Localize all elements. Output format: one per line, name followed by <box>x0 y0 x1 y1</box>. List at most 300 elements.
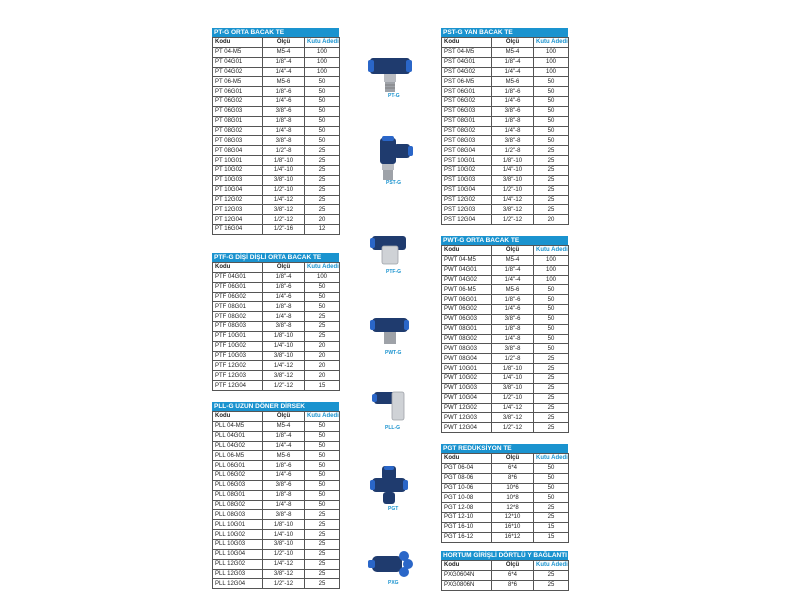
cell-qty: 50 <box>534 285 569 295</box>
column-header-qty: Kutu Adedi <box>534 561 569 571</box>
cell-qty: 50 <box>534 483 569 493</box>
table-pxg <box>441 551 568 591</box>
table-row <box>442 364 569 374</box>
cell-code: PWT 06-M5 <box>442 285 492 295</box>
column-header-size: Ölçü <box>263 38 305 48</box>
cell-size: 12*8 <box>492 503 534 513</box>
cell-size: 3/8"-10 <box>492 383 534 393</box>
cell-code: PT 08G02 <box>213 126 263 136</box>
table-row <box>213 47 340 57</box>
cell-qty: 100 <box>305 57 340 67</box>
cell-size: 12*10 <box>492 513 534 523</box>
table-row <box>442 513 569 523</box>
cell-qty: 50 <box>534 334 569 344</box>
cell-qty: 50 <box>534 116 569 126</box>
cell-size: 1/4"-12 <box>263 195 305 205</box>
table-row <box>213 312 340 322</box>
cell-size: 1/2"-12 <box>492 423 534 433</box>
cell-code: PST 06-M5 <box>442 77 492 87</box>
cell-qty: 25 <box>305 559 340 569</box>
cell-qty: 50 <box>305 126 340 136</box>
table-row <box>213 490 340 500</box>
table-row <box>213 441 340 451</box>
cell-code: PWT 08G01 <box>442 324 492 334</box>
pgt-fitting-image <box>368 466 418 516</box>
cell-code: PST 08G03 <box>442 136 492 146</box>
cell-qty: 25 <box>305 205 340 215</box>
cell-code: PGT 10-06 <box>442 483 492 493</box>
cell-code: PST 10G01 <box>442 156 492 166</box>
column-header-qty: Kutu Adedi <box>305 38 340 48</box>
cell-qty: 25 <box>305 156 340 166</box>
table-title-code: PGT <box>443 445 457 452</box>
table-row <box>442 532 569 542</box>
cell-code: PWT 08G02 <box>442 334 492 344</box>
cell-size: M5-4 <box>263 47 305 57</box>
table-row <box>213 272 340 282</box>
cell-qty: 15 <box>305 381 340 391</box>
cell-qty: 100 <box>305 67 340 77</box>
cell-code: PT 08G03 <box>213 136 263 146</box>
cell-code: PGT 12-10 <box>442 513 492 523</box>
cell-qty: 25 <box>534 146 569 156</box>
table-row <box>442 324 569 334</box>
cell-qty: 50 <box>305 471 340 481</box>
cell-qty: 50 <box>534 463 569 473</box>
cell-size: 1/2"-8 <box>492 146 534 156</box>
cell-qty: 25 <box>534 175 569 185</box>
cell-size: 1/2"-8 <box>263 146 305 156</box>
cell-code: PWT 12G04 <box>442 423 492 433</box>
cell-code: PWT 10G03 <box>442 383 492 393</box>
cell-code: PLL 08G03 <box>213 510 263 520</box>
cell-size: 1/8"-10 <box>263 331 305 341</box>
table-pt-g <box>212 28 339 235</box>
cell-code: PT 06G03 <box>213 106 263 116</box>
cell-code: PWT 06G01 <box>442 295 492 305</box>
cell-qty: 25 <box>534 580 569 590</box>
cell-code: PGT 12-08 <box>442 503 492 513</box>
cell-code: PST 12G02 <box>442 195 492 205</box>
table-row <box>442 314 569 324</box>
cell-size: 3/8"-12 <box>263 205 305 215</box>
cell-code: PXG0604N <box>442 570 492 580</box>
table-row <box>442 87 569 97</box>
cell-code: PST 06G01 <box>442 87 492 97</box>
cell-size: 1/8"-10 <box>263 520 305 530</box>
table-row <box>442 473 569 483</box>
cell-qty: 50 <box>305 302 340 312</box>
table-row <box>442 146 569 156</box>
table-row <box>213 185 340 195</box>
cell-code: PST 08G04 <box>442 146 492 156</box>
cell-qty: 25 <box>305 331 340 341</box>
table-row <box>213 451 340 461</box>
cell-size: 1/8"-4 <box>263 57 305 67</box>
cell-code: PT 08G04 <box>213 146 263 156</box>
table-pst-g <box>441 28 568 225</box>
cell-qty: 50 <box>534 77 569 87</box>
cell-size: 3/8"-10 <box>263 539 305 549</box>
column-header-qty: Kutu Adedi <box>305 263 340 273</box>
table-row <box>213 431 340 441</box>
cell-size: 1/4"-6 <box>492 97 534 107</box>
table-row <box>213 195 340 205</box>
cell-qty: 50 <box>305 490 340 500</box>
table-row <box>442 116 569 126</box>
column-header-qty: Kutu Adedi <box>305 412 340 422</box>
column-header-code: Kodu <box>442 454 492 464</box>
cell-code: PT 10G04 <box>213 185 263 195</box>
pst-g-fitting-image <box>368 136 418 191</box>
cell-code: PWT 06G02 <box>442 305 492 315</box>
cell-qty: 50 <box>305 441 340 451</box>
cell-size: 16*12 <box>492 532 534 542</box>
cell-size: M5-6 <box>492 285 534 295</box>
cell-code: PST 04G02 <box>442 67 492 77</box>
cell-size: 1/4"-4 <box>263 67 305 77</box>
cell-size: M5-6 <box>492 77 534 87</box>
table-title-text: DİŞİ DİŞLİ ORTA BACAK TE <box>233 254 322 261</box>
table-row <box>213 165 340 175</box>
column-header-size: Ölçü <box>492 38 534 48</box>
pgt-caption: PGT <box>388 506 399 512</box>
cell-size: 1/4"-6 <box>263 292 305 302</box>
table-row <box>213 361 340 371</box>
cell-code: PTF 12G03 <box>213 371 263 381</box>
cell-size: 1/4"-8 <box>492 334 534 344</box>
table-row <box>442 47 569 57</box>
cell-size: 1/8"-6 <box>263 282 305 292</box>
column-header-size: Ölçü <box>263 412 305 422</box>
column-header-code: Kodu <box>442 561 492 571</box>
cell-code: PTF 06G02 <box>213 292 263 302</box>
cell-size: 3/8"-8 <box>492 136 534 146</box>
table-row <box>213 381 340 391</box>
cell-code: PT 06G02 <box>213 97 263 107</box>
cell-size: M5-6 <box>263 77 305 87</box>
cell-code: PT 04G02 <box>213 67 263 77</box>
cell-size: 1/4"-12 <box>263 361 305 371</box>
table-header-row <box>442 561 569 571</box>
table-row <box>442 580 569 590</box>
product-table <box>441 245 569 433</box>
table-row <box>213 292 340 302</box>
cell-size: 1/2"-10 <box>492 393 534 403</box>
table-row <box>442 522 569 532</box>
cell-size: 1/2"-12 <box>263 579 305 589</box>
table-row <box>213 77 340 87</box>
table-row <box>213 106 340 116</box>
cell-qty: 25 <box>305 165 340 175</box>
column-header-code: Kodu <box>213 38 263 48</box>
cell-qty: 50 <box>305 106 340 116</box>
table-row <box>442 305 569 315</box>
table-header-row <box>213 412 340 422</box>
cell-size: 1/8"-4 <box>263 431 305 441</box>
cell-qty: 100 <box>534 67 569 77</box>
cell-qty: 25 <box>534 413 569 423</box>
pll-g-fitting-image <box>368 386 418 436</box>
table-pwt-g <box>441 236 568 433</box>
cell-qty: 50 <box>534 87 569 97</box>
table-row <box>213 146 340 156</box>
cell-size: 6*4 <box>492 570 534 580</box>
table-ptf-g <box>212 253 339 391</box>
cell-size: 3/8"-12 <box>263 569 305 579</box>
cell-size: 8*6 <box>492 580 534 590</box>
pt-g-fitting-image <box>368 48 418 103</box>
table-row <box>213 461 340 471</box>
cell-qty: 100 <box>305 47 340 57</box>
cell-size: 3/8"-6 <box>263 480 305 490</box>
table-row <box>213 520 340 530</box>
product-table <box>441 560 569 591</box>
cell-code: PT 06G01 <box>213 87 263 97</box>
cell-size: 1/8"-4 <box>492 265 534 275</box>
cell-size: 10*8 <box>492 493 534 503</box>
table-title-code: PLL-G <box>214 403 234 410</box>
table-row <box>213 341 340 351</box>
cell-qty: 25 <box>305 539 340 549</box>
table-row <box>213 549 340 559</box>
cell-size: 3/8"-12 <box>263 371 305 381</box>
cell-qty: 50 <box>534 305 569 315</box>
pwt-g-table-title <box>441 236 568 245</box>
cell-size: 3/8"-10 <box>263 351 305 361</box>
cell-size: 1/4"-10 <box>263 165 305 175</box>
table-row <box>213 569 340 579</box>
cell-size: 1/8"-4 <box>492 57 534 67</box>
cell-qty: 25 <box>305 510 340 520</box>
table-row <box>442 156 569 166</box>
cell-code: PTF 08G01 <box>213 302 263 312</box>
cell-qty: 50 <box>305 451 340 461</box>
table-title-text: UZUN DÖNER DİRSEK <box>233 403 306 410</box>
cell-qty: 100 <box>534 265 569 275</box>
ptf-g-fitting-image <box>368 228 418 278</box>
cell-code: PST 08G02 <box>442 126 492 136</box>
cell-size: 1/4"-6 <box>263 97 305 107</box>
cell-size: 1/8"-6 <box>492 295 534 305</box>
cell-code: PGT 10-08 <box>442 493 492 503</box>
cell-size: 1/8"-10 <box>263 156 305 166</box>
table-header-row <box>213 263 340 273</box>
cell-qty: 25 <box>534 373 569 383</box>
cell-qty: 50 <box>305 431 340 441</box>
cell-size: 1/4"-8 <box>263 126 305 136</box>
table-row <box>213 510 340 520</box>
cell-code: PWT 04-M5 <box>442 255 492 265</box>
table-row <box>213 480 340 490</box>
cell-code: PWT 04G01 <box>442 265 492 275</box>
cell-code: PST 06G03 <box>442 106 492 116</box>
table-row <box>442 483 569 493</box>
table-row <box>213 175 340 185</box>
cell-qty: 25 <box>305 549 340 559</box>
pst-g-caption: PST-G <box>386 180 402 186</box>
cell-code: PT 10G01 <box>213 156 263 166</box>
cell-code: PWT 10G04 <box>442 393 492 403</box>
cell-code: PWT 06G03 <box>442 314 492 324</box>
table-row <box>213 67 340 77</box>
cell-code: PLL 10G04 <box>213 549 263 559</box>
table-pll-g <box>212 402 339 589</box>
ptf-g-table-title <box>212 253 339 262</box>
cell-size: 1/4"-10 <box>263 530 305 540</box>
cell-size: M5-4 <box>492 255 534 265</box>
cell-size: 1/4"-12 <box>263 559 305 569</box>
cell-size: 1/2"-10 <box>263 185 305 195</box>
cell-code: PWT 08G04 <box>442 354 492 364</box>
cell-qty: 25 <box>305 312 340 322</box>
table-row <box>213 579 340 589</box>
table-row <box>442 195 569 205</box>
product-table <box>212 37 340 235</box>
table-row <box>213 225 340 235</box>
product-table <box>212 411 340 589</box>
cell-qty: 25 <box>534 165 569 175</box>
table-row <box>442 106 569 116</box>
cell-size: 1/4"-8 <box>492 126 534 136</box>
cell-code: PTF 10G03 <box>213 351 263 361</box>
cell-qty: 50 <box>534 295 569 305</box>
table-row <box>213 351 340 361</box>
table-header-row <box>442 38 569 48</box>
table-row <box>442 403 569 413</box>
cell-code: PXG0806N <box>442 580 492 590</box>
column-header-size: Ölçü <box>492 246 534 256</box>
cell-code: PTF 10G01 <box>213 331 263 341</box>
table-row <box>442 165 569 175</box>
cell-size: 1/8"-4 <box>263 272 305 282</box>
cell-qty: 25 <box>534 393 569 403</box>
table-row <box>213 57 340 67</box>
cell-code: PTF 04G01 <box>213 272 263 282</box>
table-row <box>213 371 340 381</box>
cell-size: 1/4"-4 <box>492 67 534 77</box>
table-row <box>442 295 569 305</box>
cell-qty: 50 <box>534 473 569 483</box>
cell-size: 1/8"-8 <box>492 116 534 126</box>
cell-code: PLL 06-M5 <box>213 451 263 461</box>
cell-qty: 50 <box>305 77 340 87</box>
cell-qty: 25 <box>305 569 340 579</box>
cell-code: PWT 10G02 <box>442 373 492 383</box>
table-row <box>213 116 340 126</box>
cell-size: 1/8"-8 <box>263 490 305 500</box>
cell-size: 1/8"-6 <box>492 87 534 97</box>
cell-qty: 25 <box>534 185 569 195</box>
table-row <box>442 205 569 215</box>
cell-size: 1/4"-10 <box>492 165 534 175</box>
table-title-code: PST-G <box>443 29 463 36</box>
cell-code: PST 08G01 <box>442 116 492 126</box>
table-row <box>442 383 569 393</box>
cell-size: 1/8"-8 <box>263 116 305 126</box>
cell-qty: 25 <box>534 156 569 166</box>
cell-code: PWT 04G02 <box>442 275 492 285</box>
cell-code: PGT 08-06 <box>442 473 492 483</box>
cell-qty: 25 <box>534 423 569 433</box>
table-title-text: YAN BACAK TE <box>462 29 513 36</box>
cell-size: 1/8"-6 <box>263 87 305 97</box>
column-header-code: Kodu <box>213 412 263 422</box>
table-row <box>213 282 340 292</box>
cell-qty: 25 <box>305 322 340 332</box>
table-header-row <box>442 246 569 256</box>
cell-size: 1/2"-12 <box>263 215 305 225</box>
cell-qty: 25 <box>305 146 340 156</box>
cell-qty: 25 <box>305 195 340 205</box>
table-row <box>442 570 569 580</box>
table-title-code: PT-G <box>214 29 230 36</box>
pt-g-table-title <box>212 28 339 37</box>
cell-qty: 100 <box>305 272 340 282</box>
cell-code: PTF 12G02 <box>213 361 263 371</box>
product-table <box>441 37 569 225</box>
cell-code: PGT 16-10 <box>442 522 492 532</box>
table-title-text: ORTA BACAK TE <box>229 29 285 36</box>
cell-qty: 100 <box>534 47 569 57</box>
cell-qty: 25 <box>534 354 569 364</box>
table-row <box>213 126 340 136</box>
table-row <box>213 215 340 225</box>
cell-qty: 15 <box>534 532 569 542</box>
cell-code: PST 10G03 <box>442 175 492 185</box>
cell-code: PLL 12G03 <box>213 569 263 579</box>
table-row <box>442 503 569 513</box>
cell-qty: 20 <box>305 215 340 225</box>
cell-qty: 100 <box>534 255 569 265</box>
cell-qty: 100 <box>534 57 569 67</box>
cell-code: PLL 10G02 <box>213 530 263 540</box>
cell-code: PTF 12G04 <box>213 381 263 391</box>
cell-qty: 25 <box>305 530 340 540</box>
cell-size: 1/8"-8 <box>263 302 305 312</box>
pxg-caption: PXG <box>388 580 399 586</box>
table-row <box>442 423 569 433</box>
cell-qty: 50 <box>305 116 340 126</box>
table-header-row <box>442 454 569 464</box>
cell-size: 6*4 <box>492 463 534 473</box>
cell-code: PT 04-M5 <box>213 47 263 57</box>
table-title-text: HORTUM GİRİŞLİ DÖRTLÜ Y BAĞLANTI <box>443 552 567 559</box>
cell-code: PLL 12G02 <box>213 559 263 569</box>
cell-code: PGT 16-12 <box>442 532 492 542</box>
cell-qty: 50 <box>305 282 340 292</box>
cell-code: PLL 06G02 <box>213 471 263 481</box>
cell-size: 1/4"-8 <box>263 500 305 510</box>
cell-qty: 25 <box>534 383 569 393</box>
cell-size: 3/8"-6 <box>492 314 534 324</box>
cell-code: PST 04G01 <box>442 57 492 67</box>
table-title-code: PTF-G <box>214 254 234 261</box>
pxg-table-title <box>441 551 568 560</box>
table-row <box>442 57 569 67</box>
cell-qty: 15 <box>534 522 569 532</box>
cell-size: 10*6 <box>492 483 534 493</box>
cell-size: 1/8"-8 <box>492 324 534 334</box>
table-row <box>442 185 569 195</box>
cell-code: PT 12G02 <box>213 195 263 205</box>
cell-size: 1/2"-12 <box>263 381 305 391</box>
column-header-size: Ölçü <box>263 263 305 273</box>
cell-qty: 50 <box>305 97 340 107</box>
cell-size: 1/2"-16 <box>263 225 305 235</box>
cell-size: 1/2"-12 <box>492 215 534 225</box>
pwt-g-fitting-image <box>368 310 418 360</box>
